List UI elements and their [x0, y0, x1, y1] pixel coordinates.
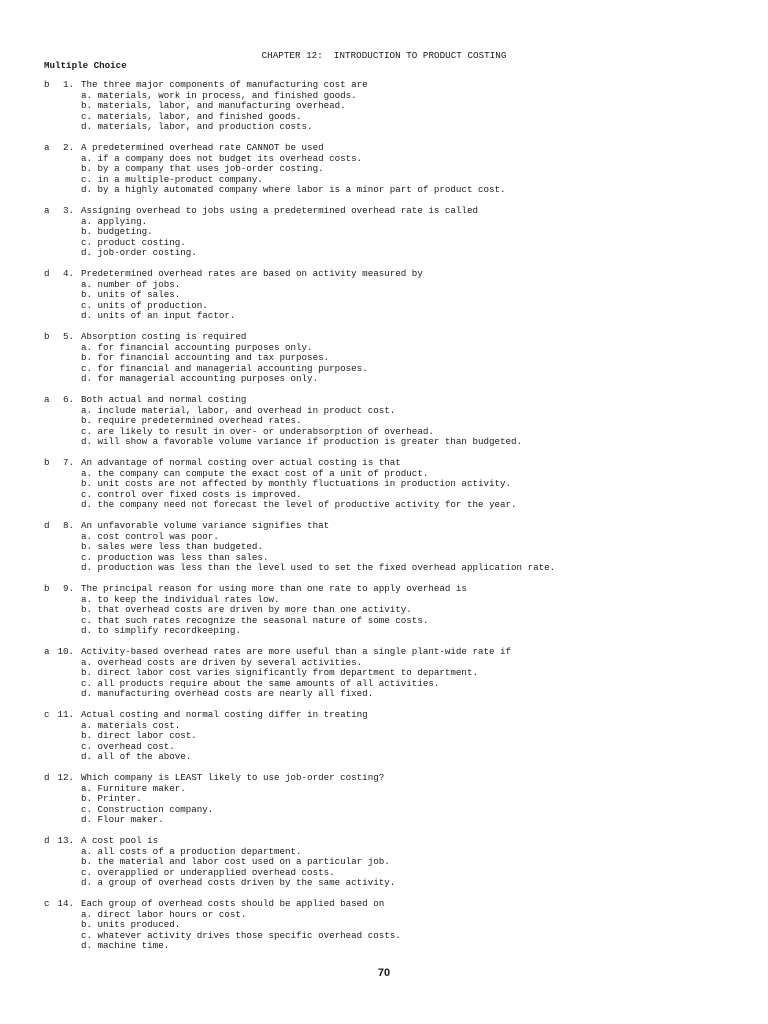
question-item [0, 899, 768, 952]
answer-option: b. Printer. [81, 793, 142, 804]
answer-option: b. materials, labor, and manufacturing overhead. [81, 100, 346, 111]
question-stem: Each group of overhead costs should be applied based on [81, 898, 385, 909]
answer-option: a. all costs of a production department. [81, 845, 302, 857]
answer-option: a. number of jobs. [81, 278, 181, 290]
answer-option: d. materials, labor, and production costs. [81, 121, 313, 132]
answer-key: b [44, 457, 50, 468]
answer-option: d. to simplify recordkeeping. [81, 625, 241, 636]
question-stem-line [0, 332, 768, 343]
answer-option: d. the company need not forecast the level of productive activity for the year. [81, 499, 517, 510]
answer-option: d. production was less than the level used to set the fixed overhead application rate. [81, 562, 556, 573]
question-number: 5. [62, 331, 74, 342]
answer-option: a. include material, labor, and overhead in product cost. [81, 404, 396, 416]
answer-key: d [44, 268, 50, 279]
answer-option: d. units of an input factor. [81, 310, 236, 321]
answer-option-line [0, 689, 768, 700]
answer-option-line [0, 164, 768, 175]
answer-option-line [0, 563, 768, 574]
answer-option-line [0, 353, 768, 364]
question-item [0, 332, 768, 385]
answer-option-line [0, 500, 768, 511]
answer-option-line [0, 920, 768, 931]
answer-option-line [0, 794, 768, 805]
answer-option-line [0, 815, 768, 826]
answer-option: c. in a multiple-product company. [81, 173, 263, 185]
question-stem: A cost pool is [81, 835, 159, 846]
question-item [0, 647, 768, 700]
answer-option: c. all products require about the same amounts of all activities. [81, 677, 440, 689]
answer-option: c. materials, labor, and finished goods. [81, 110, 302, 122]
question-stem: An unfavorable volume variance signifies that [81, 520, 330, 531]
answer-option-line [0, 437, 768, 448]
answer-option: a. applying. [81, 215, 148, 227]
answer-option: b. units of sales. [81, 289, 181, 300]
answer-key: d [44, 520, 50, 531]
answer-option: d. all of the above. [81, 751, 192, 762]
question-item [0, 395, 768, 448]
answer-option: a. overhead costs are driven by several activities. [81, 656, 363, 668]
answer-option-line [0, 752, 768, 763]
answer-option-line [0, 185, 768, 196]
answer-option: c. production was less than sales. [81, 551, 269, 563]
question-item [0, 710, 768, 763]
answer-option: b. units produced. [81, 919, 181, 930]
answer-option: c. that such rates recognize the seasonal nature of some costs. [81, 614, 429, 626]
answer-option-line [0, 290, 768, 301]
answer-option: b. direct labor cost varies significantly from department to department. [81, 667, 478, 678]
answer-key: a [44, 205, 50, 216]
answer-option: d. machine time. [81, 940, 170, 951]
answer-option-line [0, 479, 768, 490]
answer-option: d. manufacturing overhead costs are nearly all fixed. [81, 688, 374, 699]
question-stem-line [0, 458, 768, 469]
chapter-title: CHAPTER 12: INTRODUCTION TO PRODUCT COSTING [261, 50, 507, 61]
question-number: 1. [62, 79, 74, 90]
answer-option: d. job-order costing. [81, 247, 197, 258]
question-item [0, 143, 768, 196]
answer-option: c. control over fixed costs is improved. [81, 488, 302, 500]
answer-option: d. for managerial accounting purposes only. [81, 373, 319, 384]
answer-option: b. that overhead costs are driven by more than one activity. [81, 604, 412, 615]
answer-option-line [0, 668, 768, 679]
question-stem-line [0, 269, 768, 280]
answer-option-line [0, 227, 768, 238]
answer-option: d. a group of overhead costs driven by the same activity. [81, 877, 396, 888]
answer-option-line [0, 605, 768, 616]
question-stem: Activity-based overhead rates are more useful than a single plant-wide rate if [81, 646, 512, 657]
question-item [0, 584, 768, 637]
answer-key: d [44, 772, 50, 783]
question-number: 14. [57, 898, 74, 909]
answer-option: b. direct labor cost. [81, 730, 197, 741]
question-stem: Actual costing and normal costing differ in treating [81, 709, 368, 720]
answer-option: c. overhead cost. [81, 740, 175, 752]
answer-key: a [44, 142, 50, 153]
answer-key: b [44, 583, 50, 594]
question-number: 7. [62, 457, 74, 468]
question-item [0, 206, 768, 259]
answer-option: c. whatever activity drives those specific overhead costs. [81, 929, 401, 941]
answer-option-line [0, 941, 768, 952]
answer-option: a. if a company does not budget its overhead costs. [81, 152, 363, 164]
question-stem: The three major components of manufacturing cost are [81, 79, 368, 90]
question-stem: A predetermined overhead rate CANNOT be used [81, 142, 324, 153]
answer-option: c. overapplied or underapplied overhead costs. [81, 866, 335, 878]
question-number: 10. [57, 646, 74, 657]
answer-option-line [0, 101, 768, 112]
question-stem: An advantage of normal costing over actual costing is that [81, 457, 401, 468]
question-stem-line [0, 710, 768, 721]
answer-key: a [44, 646, 50, 657]
question-number: 13. [57, 835, 74, 846]
question-item [0, 458, 768, 511]
question-item [0, 269, 768, 322]
answer-key: b [44, 79, 50, 90]
question-number: 9. [62, 583, 74, 594]
answer-option: d. will show a favorable volume variance if production is greater than budgeted. [81, 436, 523, 447]
answer-option: b. require predetermined overhead rates. [81, 415, 302, 426]
answer-option-line [0, 416, 768, 427]
answer-option: c. for financial and managerial accounting purposes. [81, 362, 368, 374]
question-item [0, 521, 768, 574]
question-stem: Both actual and normal costing [81, 394, 247, 405]
answer-key: b [44, 331, 50, 342]
answer-option: b. by a company that uses job-order costing. [81, 163, 324, 174]
question-stem-line [0, 206, 768, 217]
answer-option: a. Furniture maker. [81, 782, 186, 794]
answer-option: a. to keep the individual rates low. [81, 593, 280, 605]
answer-option: a. direct labor hours or cost. [81, 908, 247, 920]
question-stem: Predetermined overhead rates are based on activity measured by [81, 268, 423, 279]
question-item [0, 836, 768, 889]
answer-option-line [0, 731, 768, 742]
question-stem-line [0, 773, 768, 784]
answer-option-line [0, 374, 768, 385]
question-stem-line [0, 836, 768, 847]
question-stem: Which company is LEAST likely to use job-order costing? [81, 772, 385, 783]
answer-key: c [44, 898, 50, 909]
answer-option: c. Construction company. [81, 803, 214, 815]
answer-option-line [0, 857, 768, 868]
answer-option-line [0, 542, 768, 553]
question-number: 6. [62, 394, 74, 405]
question-stem: Assigning overhead to jobs using a predetermined overhead rate is called [81, 205, 478, 216]
answer-option: c. product costing. [81, 236, 186, 248]
question-stem-line [0, 647, 768, 658]
answer-option: b. the material and labor cost used on a particular job. [81, 856, 390, 867]
question-stem-line [0, 80, 768, 91]
page-number: 70 [377, 967, 391, 979]
answer-option-line [0, 122, 768, 133]
answer-option-line [0, 311, 768, 322]
answer-option: c. are likely to result in over- or underabsorption of overhead. [81, 425, 434, 437]
answer-option: b. budgeting. [81, 226, 153, 237]
question-stem: Absorption costing is required [81, 331, 247, 342]
answer-option: a. cost control was poor. [81, 530, 219, 542]
question-stem-line [0, 395, 768, 406]
question-number: 12. [57, 772, 74, 783]
question-number: 3. [62, 205, 74, 216]
question-number: 11. [57, 709, 74, 720]
answer-option: b. sales were less than budgeted. [81, 541, 263, 552]
question-number: 2. [62, 142, 74, 153]
question-stem-line [0, 584, 768, 595]
question-item [0, 80, 768, 133]
answer-option: a. materials cost. [81, 719, 181, 731]
answer-option: d. by a highly automated company where labor is a minor part of product cost. [81, 184, 506, 195]
answer-option: a. the company can compute the exact cost of a unit of product. [81, 467, 429, 479]
question-stem-line [0, 899, 768, 910]
answer-option-line [0, 626, 768, 637]
answer-option-line [0, 248, 768, 259]
answer-option: a. for financial accounting purposes only. [81, 341, 313, 353]
question-number: 8. [62, 520, 74, 531]
answer-option: b. for financial accounting and tax purposes. [81, 352, 330, 363]
question-stem-line [0, 521, 768, 532]
answer-key: c [44, 709, 50, 720]
answer-key: d [44, 835, 50, 846]
question-item [0, 773, 768, 826]
question-stem-line [0, 143, 768, 154]
question-stem: The principal reason for using more than one rate to apply overhead is [81, 583, 467, 594]
section-heading: Multiple Choice [44, 60, 127, 71]
answer-option: b. unit costs are not affected by monthly fluctuations in production activity. [81, 478, 512, 489]
answer-option: c. units of production. [81, 299, 208, 311]
answer-option: a. materials, work in process, and finished goods. [81, 89, 357, 101]
answer-option-line [0, 878, 768, 889]
question-number: 4. [62, 268, 74, 279]
answer-key: a [44, 394, 50, 405]
answer-option: d. Flour maker. [81, 814, 164, 825]
